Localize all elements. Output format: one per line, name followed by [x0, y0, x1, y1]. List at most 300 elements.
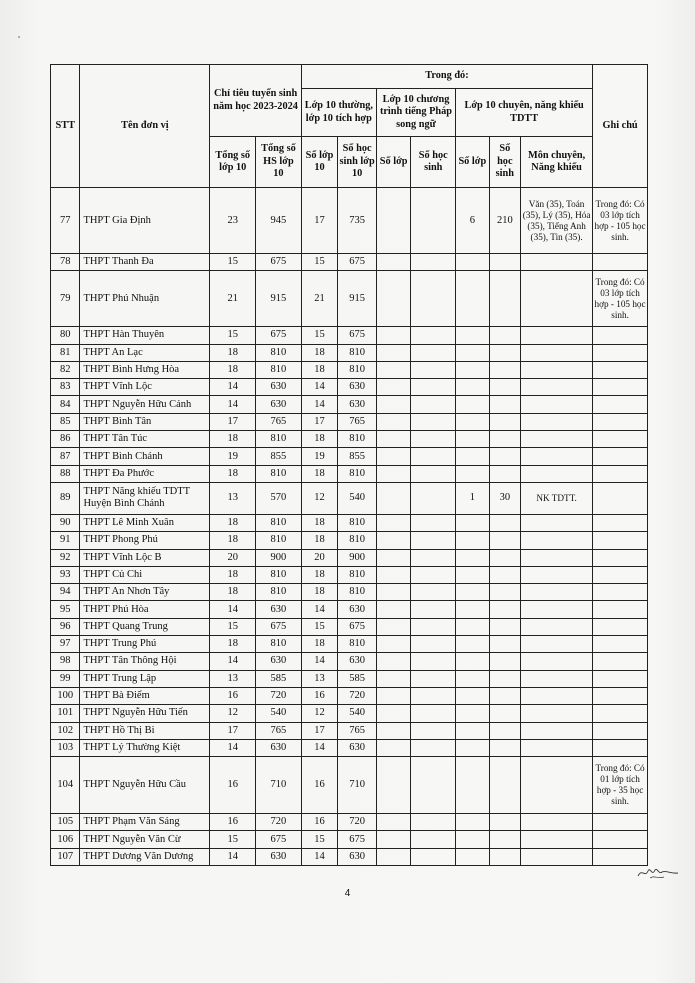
school-name: THPT An Nhơn Tây [80, 584, 210, 601]
total-students: 630 [256, 601, 302, 618]
specialized-subjects [521, 618, 593, 635]
specialized-classes [456, 848, 490, 865]
row-stt: 103 [51, 739, 80, 756]
regular-students: 810 [338, 636, 377, 653]
french-students [411, 188, 456, 254]
regular-classes: 17 [301, 722, 338, 739]
header-unit: Tên đơn vị [80, 65, 210, 188]
table-row [51, 188, 648, 254]
row-stt: 89 [51, 482, 80, 514]
regular-students: 675 [338, 254, 377, 271]
regular-classes: 14 [301, 653, 338, 670]
specialized-students [489, 344, 520, 361]
header-sp-subjects: Môn chuyên, Năng khiếu [521, 137, 593, 188]
school-name: THPT Trung Lập [80, 670, 210, 687]
french-students [411, 379, 456, 396]
specialized-classes [456, 653, 490, 670]
school-name: THPT Nguyễn Hữu Tiến [80, 705, 210, 722]
specialized-classes [456, 549, 490, 566]
school-name: THPT Đa Phước [80, 465, 210, 482]
french-classes [376, 327, 411, 344]
specialized-subjects [521, 448, 593, 465]
row-stt: 78 [51, 254, 80, 271]
school-name: THPT Thanh Đa [80, 254, 210, 271]
table-row [51, 584, 648, 601]
regular-classes: 18 [301, 431, 338, 448]
french-students [411, 532, 456, 549]
total-classes: 23 [210, 188, 256, 254]
total-students: 765 [256, 413, 302, 430]
school-name: THPT Bình Chánh [80, 448, 210, 465]
row-stt: 106 [51, 831, 80, 848]
regular-students: 585 [338, 670, 377, 687]
table-row [51, 814, 648, 831]
french-classes [376, 814, 411, 831]
regular-classes: 19 [301, 448, 338, 465]
signature-mark [636, 862, 680, 882]
total-students: 540 [256, 705, 302, 722]
table-row [51, 361, 648, 378]
total-classes: 16 [210, 687, 256, 704]
table-row [51, 566, 648, 583]
note [593, 705, 648, 722]
total-students: 945 [256, 188, 302, 254]
specialized-subjects [521, 814, 593, 831]
specialized-students [489, 396, 520, 413]
school-name: THPT Vĩnh Lộc B [80, 549, 210, 566]
french-classes [376, 361, 411, 378]
table-row [51, 344, 648, 361]
specialized-classes [456, 618, 490, 635]
row-stt: 93 [51, 566, 80, 583]
school-name: THPT Dương Văn Dương [80, 848, 210, 865]
note [593, 379, 648, 396]
note [593, 549, 648, 566]
regular-students: 630 [338, 601, 377, 618]
specialized-subjects [521, 549, 593, 566]
french-classes [376, 566, 411, 583]
school-name: THPT Nguyễn Văn Cừ [80, 831, 210, 848]
school-name: THPT Năng khiếu TDTT Huyện Bình Chánh [80, 482, 210, 514]
french-classes [376, 705, 411, 722]
total-classes: 15 [210, 618, 256, 635]
school-name: THPT Lý Thường Kiệt [80, 739, 210, 756]
row-stt: 79 [51, 271, 80, 327]
french-students [411, 549, 456, 566]
total-classes: 16 [210, 814, 256, 831]
row-stt: 90 [51, 514, 80, 531]
table-row [51, 327, 648, 344]
regular-classes: 21 [301, 271, 338, 327]
row-stt: 101 [51, 705, 80, 722]
row-stt: 92 [51, 549, 80, 566]
total-classes: 13 [210, 670, 256, 687]
table-body [51, 188, 648, 866]
row-stt: 97 [51, 636, 80, 653]
admission-quota-table [50, 64, 648, 866]
school-name: THPT Phong Phú [80, 532, 210, 549]
specialized-subjects [521, 396, 593, 413]
regular-students: 720 [338, 687, 377, 704]
total-students: 570 [256, 482, 302, 514]
total-classes: 20 [210, 549, 256, 566]
school-name: THPT Bình Hưng Hòa [80, 361, 210, 378]
specialized-subjects [521, 848, 593, 865]
specialized-subjects [521, 532, 593, 549]
row-stt: 96 [51, 618, 80, 635]
specialized-students [489, 670, 520, 687]
specialized-subjects [521, 379, 593, 396]
specialized-students [489, 532, 520, 549]
note: Trong đó: Có 01 lớp tích hợp - 35 học sinh. [593, 757, 648, 814]
regular-students: 630 [338, 379, 377, 396]
specialized-classes [456, 344, 490, 361]
specialized-subjects [521, 705, 593, 722]
note [593, 618, 648, 635]
french-students [411, 831, 456, 848]
total-classes: 16 [210, 757, 256, 814]
specialized-classes [456, 636, 490, 653]
total-students: 720 [256, 814, 302, 831]
total-students: 810 [256, 636, 302, 653]
specialized-students [489, 361, 520, 378]
note [593, 687, 648, 704]
french-students [411, 848, 456, 865]
note [593, 396, 648, 413]
note [593, 722, 648, 739]
regular-students: 855 [338, 448, 377, 465]
total-classes: 18 [210, 344, 256, 361]
total-classes: 18 [210, 636, 256, 653]
specialized-subjects [521, 584, 593, 601]
specialized-classes [456, 361, 490, 378]
regular-classes: 13 [301, 670, 338, 687]
specialized-classes [456, 584, 490, 601]
row-stt: 91 [51, 532, 80, 549]
header-french: Lớp 10 chương trình tiếng Pháp song ngữ [376, 89, 455, 137]
table-row [51, 722, 648, 739]
regular-students: 810 [338, 361, 377, 378]
total-classes: 14 [210, 739, 256, 756]
french-students [411, 448, 456, 465]
total-classes: 14 [210, 601, 256, 618]
header-quota: Chỉ tiêu tuyển sinh năm học 2023-2024 [210, 65, 301, 137]
row-stt: 105 [51, 814, 80, 831]
french-classes [376, 601, 411, 618]
header-sp-students: Số học sinh [489, 137, 520, 188]
regular-students: 720 [338, 814, 377, 831]
table-row [51, 831, 648, 848]
french-students [411, 636, 456, 653]
header-note: Ghi chú [593, 65, 648, 188]
total-students: 630 [256, 396, 302, 413]
regular-students: 540 [338, 705, 377, 722]
specialized-students [489, 757, 520, 814]
french-students [411, 396, 456, 413]
total-students: 630 [256, 653, 302, 670]
specialized-classes [456, 413, 490, 430]
note [593, 514, 648, 531]
specialized-subjects [521, 722, 593, 739]
total-classes: 18 [210, 584, 256, 601]
total-classes: 14 [210, 379, 256, 396]
table-row [51, 848, 648, 865]
regular-students: 765 [338, 722, 377, 739]
specialized-subjects [521, 514, 593, 531]
regular-classes: 14 [301, 396, 338, 413]
specialized-classes [456, 814, 490, 831]
french-students [411, 814, 456, 831]
specialized-students [489, 254, 520, 271]
specialized-subjects [521, 465, 593, 482]
regular-students: 810 [338, 514, 377, 531]
specialized-students [489, 448, 520, 465]
specialized-classes [456, 271, 490, 327]
specialized-subjects [521, 670, 593, 687]
total-students: 675 [256, 831, 302, 848]
total-students: 675 [256, 618, 302, 635]
specialized-classes [456, 448, 490, 465]
school-name: THPT Tân Túc [80, 431, 210, 448]
french-students [411, 344, 456, 361]
row-stt: 100 [51, 687, 80, 704]
header-sp-classes: Số lớp [456, 137, 490, 188]
regular-classes: 16 [301, 757, 338, 814]
table-row [51, 636, 648, 653]
specialized-subjects [521, 601, 593, 618]
row-stt: 94 [51, 584, 80, 601]
specialized-classes [456, 431, 490, 448]
specialized-students [489, 601, 520, 618]
specialized-students [489, 705, 520, 722]
note [593, 465, 648, 482]
specialized-classes [456, 739, 490, 756]
school-name: THPT Phú Nhuận [80, 271, 210, 327]
french-classes [376, 188, 411, 254]
total-classes: 18 [210, 465, 256, 482]
school-name: THPT Hàn Thuyên [80, 327, 210, 344]
table-row [51, 705, 648, 722]
total-students: 855 [256, 448, 302, 465]
row-stt: 87 [51, 448, 80, 465]
specialized-subjects [521, 739, 593, 756]
french-students [411, 584, 456, 601]
total-students: 720 [256, 687, 302, 704]
french-classes [376, 482, 411, 514]
school-name: THPT Vĩnh Lộc [80, 379, 210, 396]
french-classes [376, 757, 411, 814]
french-classes [376, 848, 411, 865]
row-stt: 104 [51, 757, 80, 814]
specialized-subjects [521, 431, 593, 448]
note [593, 448, 648, 465]
regular-students: 810 [338, 566, 377, 583]
specialized-subjects [521, 361, 593, 378]
total-students: 810 [256, 431, 302, 448]
specialized-classes [456, 327, 490, 344]
table-row [51, 448, 648, 465]
regular-classes: 15 [301, 618, 338, 635]
regular-students: 675 [338, 327, 377, 344]
specialized-classes [456, 757, 490, 814]
french-classes [376, 465, 411, 482]
regular-classes: 18 [301, 465, 338, 482]
total-classes: 19 [210, 448, 256, 465]
note [593, 413, 648, 430]
table-row [51, 271, 648, 327]
french-classes [376, 670, 411, 687]
total-classes: 18 [210, 361, 256, 378]
french-classes [376, 413, 411, 430]
french-classes [376, 722, 411, 739]
french-students [411, 566, 456, 583]
regular-students: 900 [338, 549, 377, 566]
school-name: THPT Tân Thông Hội [80, 653, 210, 670]
total-classes: 17 [210, 413, 256, 430]
specialized-classes [456, 514, 490, 531]
french-students [411, 670, 456, 687]
specialized-students [489, 566, 520, 583]
total-classes: 15 [210, 831, 256, 848]
specialized-students [489, 379, 520, 396]
french-classes [376, 532, 411, 549]
french-classes [376, 687, 411, 704]
total-students: 810 [256, 465, 302, 482]
french-students [411, 465, 456, 482]
french-students [411, 254, 456, 271]
school-name: THPT Lê Minh Xuân [80, 514, 210, 531]
total-students: 810 [256, 532, 302, 549]
note [593, 636, 648, 653]
note [593, 361, 648, 378]
header-stt: STT [51, 65, 80, 188]
specialized-subjects [521, 413, 593, 430]
french-students [411, 271, 456, 327]
header-reg-classes: Số lớp 10 [301, 137, 338, 188]
french-students [411, 601, 456, 618]
french-students [411, 739, 456, 756]
regular-classes: 18 [301, 361, 338, 378]
regular-classes: 18 [301, 566, 338, 583]
total-classes: 15 [210, 327, 256, 344]
french-classes [376, 271, 411, 327]
regular-students: 915 [338, 271, 377, 327]
header-reg-students: Số học sinh lớp 10 [338, 137, 377, 188]
header-fr-classes: Số lớp [376, 137, 411, 188]
table-row [51, 601, 648, 618]
school-name: THPT Trung Phú [80, 636, 210, 653]
specialized-students [489, 722, 520, 739]
table-row [51, 254, 648, 271]
specialized-subjects [521, 687, 593, 704]
table-row [51, 431, 648, 448]
regular-classes: 15 [301, 327, 338, 344]
total-classes: 13 [210, 482, 256, 514]
regular-classes: 16 [301, 814, 338, 831]
regular-classes: 15 [301, 831, 338, 848]
total-students: 810 [256, 361, 302, 378]
note: Trong đó: Có 03 lớp tích hợp - 105 học sinh. [593, 271, 648, 327]
table-row [51, 413, 648, 430]
specialized-students [489, 271, 520, 327]
row-stt: 81 [51, 344, 80, 361]
table-row [51, 549, 648, 566]
note [593, 431, 648, 448]
specialized-students [489, 814, 520, 831]
specialized-students [489, 687, 520, 704]
specialized-classes: 6 [456, 188, 490, 254]
note [593, 254, 648, 271]
total-students: 630 [256, 379, 302, 396]
specialized-students: 30 [489, 482, 520, 514]
french-students [411, 705, 456, 722]
french-classes [376, 584, 411, 601]
row-stt: 84 [51, 396, 80, 413]
regular-students: 630 [338, 396, 377, 413]
row-stt: 85 [51, 413, 80, 430]
table-row [51, 482, 648, 514]
french-students [411, 361, 456, 378]
specialized-classes [456, 532, 490, 549]
french-classes [376, 549, 411, 566]
specialized-students [489, 465, 520, 482]
french-students [411, 482, 456, 514]
header-of-which: Trong đó: [301, 65, 592, 89]
specialized-classes [456, 601, 490, 618]
table-header [51, 65, 648, 188]
specialized-classes [456, 465, 490, 482]
regular-classes: 17 [301, 188, 338, 254]
regular-classes: 14 [301, 848, 338, 865]
specialized-students [489, 653, 520, 670]
note [593, 739, 648, 756]
specialized-students [489, 413, 520, 430]
school-name: THPT Nguyễn Hữu Cảnh [80, 396, 210, 413]
french-students [411, 431, 456, 448]
school-name: THPT Phú Hòa [80, 601, 210, 618]
regular-students: 810 [338, 344, 377, 361]
regular-classes: 14 [301, 379, 338, 396]
french-classes [376, 379, 411, 396]
french-students [411, 514, 456, 531]
specialized-subjects [521, 636, 593, 653]
french-students [411, 687, 456, 704]
total-classes: 18 [210, 431, 256, 448]
total-classes: 15 [210, 254, 256, 271]
total-students: 630 [256, 739, 302, 756]
regular-students: 810 [338, 431, 377, 448]
regular-students: 710 [338, 757, 377, 814]
french-students [411, 722, 456, 739]
regular-classes: 15 [301, 254, 338, 271]
french-students [411, 327, 456, 344]
table-row [51, 739, 648, 756]
french-students [411, 653, 456, 670]
total-students: 915 [256, 271, 302, 327]
page-number: 4 [344, 888, 351, 899]
school-name: THPT Nguyễn Hữu Cầu [80, 757, 210, 814]
regular-students: 675 [338, 618, 377, 635]
regular-students: 630 [338, 848, 377, 865]
table-row [51, 465, 648, 482]
specialized-students: 210 [489, 188, 520, 254]
specialized-subjects [521, 653, 593, 670]
specialized-students [489, 431, 520, 448]
specialized-classes [456, 722, 490, 739]
specialized-subjects [521, 566, 593, 583]
row-stt: 95 [51, 601, 80, 618]
school-name: THPT Bình Tân [80, 413, 210, 430]
